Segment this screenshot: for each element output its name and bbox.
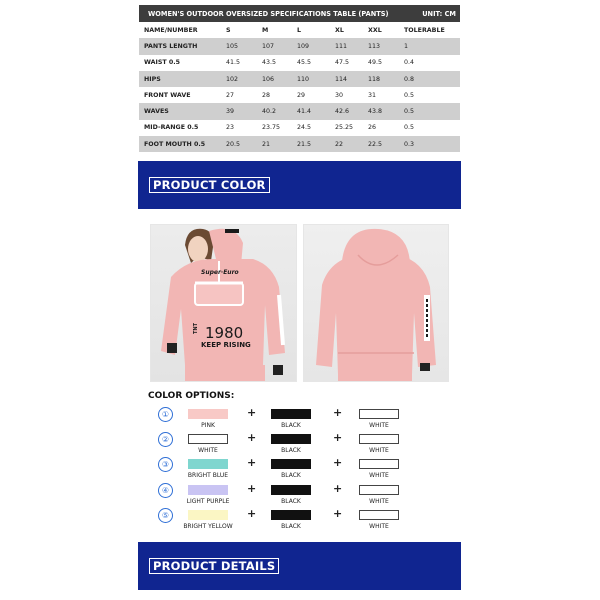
table-cell: 21: [262, 140, 271, 148]
color-option-row: [158, 406, 418, 433]
color-swatch: [188, 510, 228, 520]
jacket-front-illustration: [151, 225, 297, 382]
color-swatch-label: BLACK: [281, 472, 301, 479]
jacket-back-illustration: [304, 225, 449, 382]
row-label: HIPS: [144, 75, 161, 83]
column-header: TOLERABLE: [404, 26, 445, 34]
product-details-title: PRODUCT DETAILS: [149, 558, 279, 574]
table-cell: 0.5: [404, 124, 415, 132]
color-swatch-label: PINK: [201, 422, 215, 429]
column-header: L: [297, 26, 302, 34]
color-swatch: [188, 434, 228, 444]
table-row: [139, 38, 460, 54]
table-cell: 47.5: [335, 59, 350, 67]
row-label: MID-RANGE 0.5: [144, 124, 199, 132]
color-swatch-label: WHITE: [369, 422, 389, 429]
row-label: FOOT MOUTH 0.5: [144, 140, 206, 148]
color-swatch-label: BRIGHT BLUE: [187, 472, 229, 479]
table-cell: 31: [368, 91, 377, 99]
table-cell: 118: [368, 75, 381, 83]
table-row: [139, 136, 460, 152]
table-cell: 24.5: [297, 124, 312, 132]
color-swatch: [359, 485, 399, 495]
spec-table-title: WOMEN'S OUTDOOR OVERSIZED SPECIFICATIONS TABLE (PANTS): [148, 9, 389, 18]
column-header: NAME/NUMBER: [144, 26, 198, 34]
jacket-tnt-print: TNT: [193, 323, 199, 335]
product-color-title: PRODUCT COLOR: [149, 177, 270, 193]
option-number-badge: ③: [158, 457, 173, 472]
table-cell: 39: [226, 108, 235, 116]
table-row: [139, 87, 460, 103]
plus-icon: +: [333, 507, 343, 520]
jacket-back-photo: [303, 224, 449, 382]
color-swatch: [359, 510, 399, 520]
table-cell: 28: [262, 91, 271, 99]
color-swatch: [188, 485, 228, 495]
color-swatch-label: BLACK: [281, 447, 301, 454]
color-swatch: [271, 409, 311, 419]
plus-icon: +: [247, 456, 257, 469]
option-number-badge: ⑤: [158, 508, 173, 523]
color-swatch: [271, 485, 311, 495]
color-swatch-label: WHITE: [369, 472, 389, 479]
row-label: PANTS LENGTH: [144, 42, 198, 50]
plus-icon: +: [333, 431, 343, 444]
plus-icon: +: [247, 482, 257, 495]
table-cell: 41.5: [226, 59, 241, 67]
color-option-row: [158, 431, 418, 458]
spec-table-unit: UNIT: CM: [422, 9, 456, 18]
table-cell: 20.5: [226, 140, 241, 148]
color-option-row: [158, 456, 418, 483]
table-row: [139, 103, 460, 119]
plus-icon: +: [247, 406, 257, 419]
table-cell: 106: [262, 75, 275, 83]
color-options-heading: COLOR OPTIONS:: [148, 391, 235, 401]
color-swatch: [188, 459, 228, 469]
spec-table: [139, 5, 460, 152]
table-cell: 109: [297, 42, 310, 50]
table-row: [139, 120, 460, 136]
color-swatch: [271, 459, 311, 469]
column-header: XL: [335, 26, 344, 34]
spec-table-header-row: [139, 22, 460, 38]
table-cell: 105: [226, 42, 239, 50]
plus-icon: +: [247, 507, 257, 520]
column-header: M: [262, 26, 269, 34]
table-cell: 21.5: [297, 140, 312, 148]
color-swatch-label: BRIGHT YELLOW: [183, 523, 233, 530]
row-label: WAVES: [144, 108, 169, 116]
spec-table-title-bar: [139, 5, 460, 22]
jacket-slogan-print: KEEP RISING: [201, 341, 251, 349]
table-cell: 0.4: [404, 59, 415, 67]
color-swatch: [359, 409, 399, 419]
table-cell: 25.25: [335, 124, 354, 132]
jacket-brand-print: Super·Euro: [201, 269, 239, 276]
plus-icon: +: [333, 482, 343, 495]
product-details-banner: [138, 542, 461, 590]
table-cell: 22: [335, 140, 344, 148]
color-swatch-label: WHITE: [369, 447, 389, 454]
table-row: [139, 55, 460, 71]
table-cell: 42.6: [335, 108, 350, 116]
table-cell: 0.5: [404, 91, 415, 99]
color-swatch-label: WHITE: [369, 498, 389, 505]
color-swatch: [359, 434, 399, 444]
table-cell: 29: [297, 91, 306, 99]
option-number-badge: ②: [158, 432, 173, 447]
table-cell: 114: [335, 75, 348, 83]
table-cell: 45.5: [297, 59, 312, 67]
product-color-banner: [138, 161, 461, 209]
color-swatch: [271, 434, 311, 444]
table-cell: 23.75: [262, 124, 281, 132]
color-option-row: [158, 507, 418, 534]
color-swatch-label: LIGHT PURPLE: [186, 498, 230, 505]
plus-icon: +: [247, 431, 257, 444]
table-cell: 107: [262, 42, 275, 50]
color-swatch-label: BLACK: [281, 498, 301, 505]
color-swatch-label: BLACK: [281, 523, 301, 530]
color-swatch: [359, 459, 399, 469]
option-number-badge: ④: [158, 483, 173, 498]
table-cell: 43.5: [262, 59, 277, 67]
table-cell: 111: [335, 42, 348, 50]
table-cell: 22.5: [368, 140, 383, 148]
table-cell: 40.2: [262, 108, 277, 116]
table-cell: 102: [226, 75, 239, 83]
plus-icon: +: [333, 406, 343, 419]
table-cell: 110: [297, 75, 310, 83]
color-option-row: [158, 482, 418, 509]
table-cell: 26: [368, 124, 377, 132]
color-swatch-label: BLACK: [281, 422, 301, 429]
table-cell: 43.8: [368, 108, 383, 116]
jacket-front-photo: [150, 224, 297, 382]
color-swatch-label: WHITE: [369, 523, 389, 530]
table-cell: 0.5: [404, 108, 415, 116]
table-cell: 0.8: [404, 75, 415, 83]
color-swatch-label: WHITE: [198, 447, 218, 454]
table-cell: 30: [335, 91, 344, 99]
table-cell: 0.3: [404, 140, 415, 148]
table-cell: 49.5: [368, 59, 383, 67]
table-cell: 23: [226, 124, 235, 132]
row-label: WAIST 0.5: [144, 59, 181, 67]
jacket-year-print: 1980: [205, 324, 244, 342]
table-cell: 113: [368, 42, 381, 50]
column-header: S: [226, 26, 231, 34]
row-label: FRONT WAVE: [144, 91, 191, 99]
table-cell: 1: [404, 42, 409, 50]
table-cell: 41.4: [297, 108, 312, 116]
plus-icon: +: [333, 456, 343, 469]
table-row: [139, 71, 460, 87]
table-cell: 27: [226, 91, 235, 99]
spec-table-body: [139, 38, 460, 152]
color-swatch: [271, 510, 311, 520]
option-number-badge: ①: [158, 407, 173, 422]
color-swatch: [188, 409, 228, 419]
column-header: XXL: [368, 26, 382, 34]
